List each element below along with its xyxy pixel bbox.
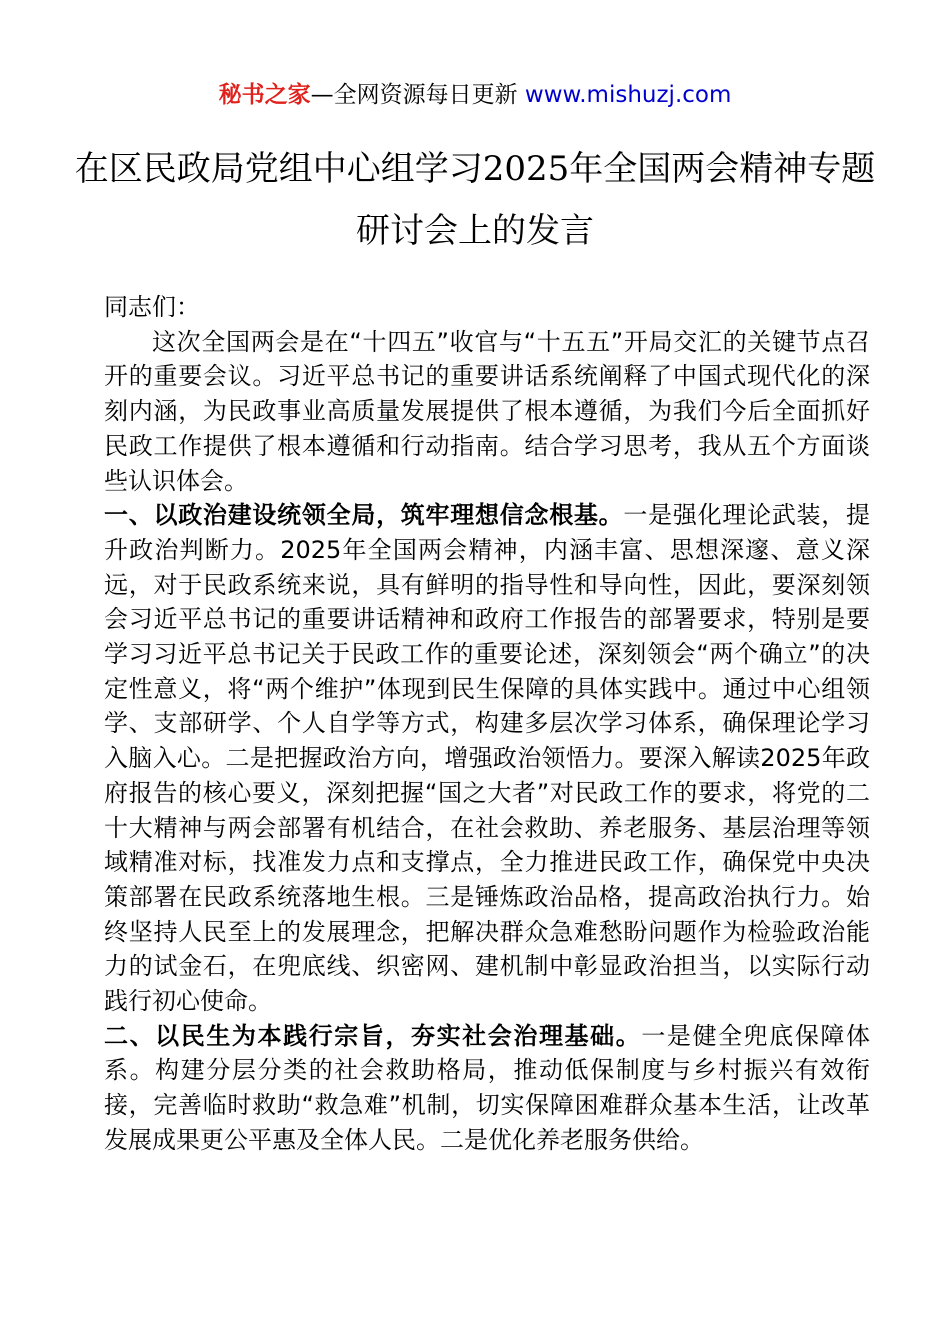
section-1-heading: 一、以政治建设统领全局，筑牢理想信念根基。 <box>104 501 624 530</box>
section-2-heading: 二、以民生为本践行宗旨，夯实社会治理基础。 <box>104 1021 642 1050</box>
intro-paragraph: 这次全国两会是在“十四五”收官与“十五五”开局交汇的关键节点召开的重要会议。习近平总书记的重要讲话系统阐释了中国式现代化的深刻内涵，为民政事业高质量发展提供了根本遵循，为我们今后全面抓好民政工作提供了根本遵循和行动指南。结合学习思考，我从五个方面谈些认识体会。 <box>104 327 870 495</box>
document-title: 在区民政局党组中心组学习2025年全国两会精神专题研讨会上的发言 <box>74 149 876 251</box>
section-1-text: 一是强化理论武装，提升政治判断力。2025年全国两会精神，内涵丰富、思想深邃、意义深远，对于民政系统来说，具有鲜明的指导性和导向性，因此，要深刻领会习近平总书记的重要讲话精神和政府工作报告的部署要求，特别是要学习习近平总书记关于民政工作的重要论述，深刻领会“两个确立”的决定性意义，将“两个维护”体现到民生保障的具体实践中。通过中心组领学、支部研学、个人自学等方式，构建多层次学习体系，确保理论学习入脑入心。二是把握政治方向，增强政治领悟力。要深入解读2025年政府报告的核心要义，深刻把握“国之大者”对民政工作的要求，将党的二十大精神与两会部署有机结合，在社会救助、养老服务、基层治理等领域精准对标，找准发力点和支撑点，全力推进民政工作，确保党中央决策部署在民政系统落地生根。三是锤炼政治品格，提高政治执行力。始终坚持人民至上的发展理念，把解决群众急难愁盼问题作为检验政治能力的试金石，在兜底线、织密网、建机制中彰显政治担当，以实际行动践行初心使命。 <box>104 501 871 1016</box>
section-2-text: 一是健全兜底保障体系。构建分层分类的社会救助格局，推动低保制度与乡村振兴有效衔接，完善临时救助“救急难”机制，切实保障困难群众基本生活，让改革发展成果更公平惠及全体人民。二是优化养老服务供给。 <box>104 1021 871 1154</box>
section-2-paragraph <box>104 1019 870 1158</box>
site-url-link[interactable]: www.mishuzj.com <box>524 82 732 108</box>
salutation: 同志们： <box>104 293 200 321</box>
document-body <box>104 290 870 1158</box>
site-brand: 秘书之家 <box>218 82 311 108</box>
site-header <box>0 78 950 112</box>
section-1-paragraph <box>104 498 870 1019</box>
site-slogan: —全网资源每日更新 <box>310 82 525 108</box>
